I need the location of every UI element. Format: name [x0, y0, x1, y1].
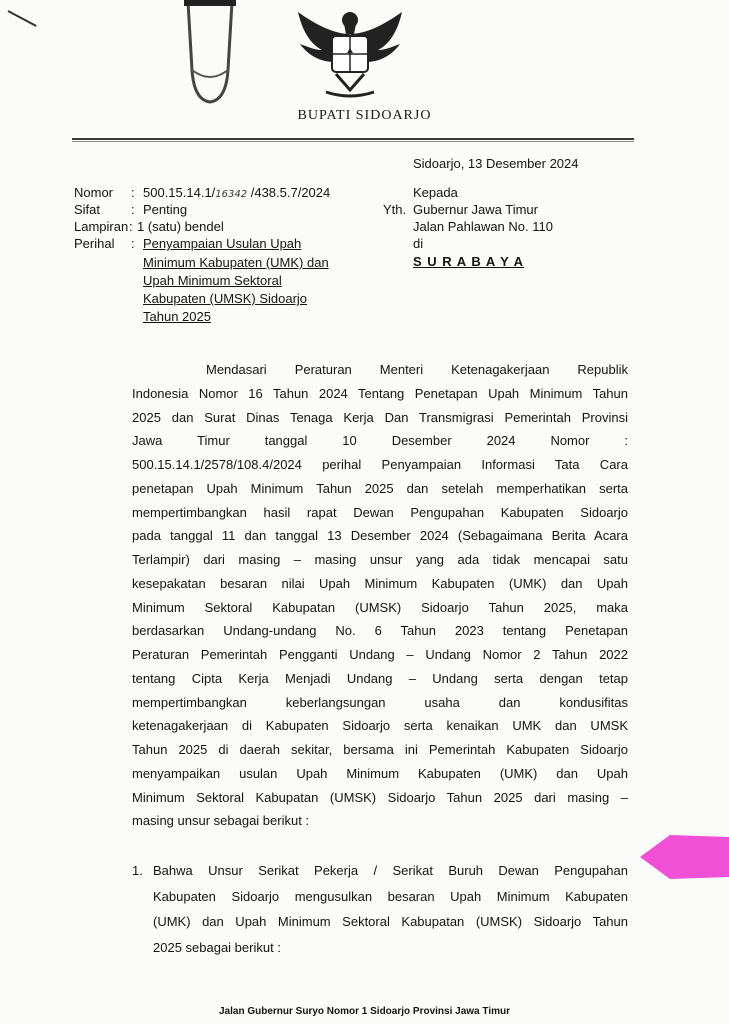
perihal-label: Perihal: [74, 236, 115, 251]
body-line: kesepakatan besaran nilai Upah Minimum Kabupaten (UMK) dan Upah: [132, 575, 628, 591]
sifat-value: Penting: [143, 202, 188, 217]
body-line: tentang Cipta Kerja Menjadi Undang – Undang serta dengan tetap: [132, 670, 628, 686]
body-line: Tahun 2025 di daerah sekitar, bersama ini Pemerintah Kabupaten Sidoarjo: [132, 742, 628, 757]
body-line: pada tanggal 11 dan tanggal 13 Desember 2024 (Sebagaimana Berita Acara: [132, 528, 628, 544]
list-line: Kabupaten Sidoarjo mengusulkan besaran Upah Minimum Kabupaten: [153, 888, 628, 904]
body-line: 500.15.14.1/2578/108.4/2024 perihal Penyampaian Informasi Tata Cara: [132, 457, 628, 472]
binder-clip-icon: [180, 0, 240, 108]
recipient-street: Jalan Pahlawan No. 110: [413, 219, 553, 234]
list-line: (UMK) dan Upah Minimum Sektoral Kabupatan (UMSK) Sidoarjo Tahun: [153, 914, 628, 929]
body-line: Jawa Timur tanggal 10 Desember 2024 Nomor :: [132, 433, 628, 449]
list-number: 1.: [132, 863, 143, 878]
body-line: ketenagakerjaan di Kabupaten Sidoarjo serta kenaikan UMK dan UMSK: [132, 718, 628, 734]
body-paragraph: [132, 358, 628, 833]
recipient-city: S U R A B A Y A: [413, 254, 525, 269]
list-line: Bahwa Unsur Serikat Pekerja / Serikat Buruh Dewan Pengupahan: [153, 863, 628, 878]
body-line: masing unsur sebagai berikut :: [132, 813, 310, 829]
lampiran-value: 1 (satu) bendel: [137, 219, 224, 234]
body-line: Terlampir) dari masing – masing unsur yang ada tidak mencapai satu: [132, 552, 628, 567]
body-line: 2025 dan Surat Dinas Tenaga Kerja Dan Transmigrasi Pemerintah Provinsi: [132, 409, 628, 425]
list-item: [153, 858, 628, 960]
pen-mark: [8, 10, 37, 27]
page-footer: Jalan Gubernur Suryo Nomor 1 Sidoarjo Provinsi Jawa Timur: [218, 1006, 510, 1017]
recipient-name: Gubernur Jawa Timur: [413, 202, 538, 217]
letterhead-title: BUPATI SIDOARJO: [297, 108, 432, 123]
lampiran-label: Lampiran: [74, 219, 129, 234]
perihal-line: Kabupaten (UMSK) Sidoarjo: [143, 291, 308, 306]
sifat-label: Sifat: [74, 202, 101, 217]
perihal-line: Minimum Kabupaten (UMK) dan: [143, 255, 329, 270]
body-line: Peraturan Pemerintah Pengganti Undang – Undang Nomor 2 Tahun 2022: [132, 647, 628, 662]
nomor-handwritten: 16342: [215, 189, 248, 200]
perihal-line: Penyampaian Usulan Upah: [143, 236, 302, 251]
body-line: Mendasari Peraturan Menteri Ketenagakerjaan Republik: [206, 362, 628, 377]
nomor-label: Nomor: [74, 185, 114, 200]
recipient-kepada: Kepada: [413, 185, 458, 200]
body-line: mempertimbangkan keberlangsungan usaha dan kondusifitas: [132, 694, 628, 710]
list-line: 2025 sebagai berikut :: [153, 939, 281, 955]
garuda-emblem-icon: [292, 4, 408, 104]
recipient-yth: Yth.: [383, 202, 407, 217]
perihal-line: Tahun 2025: [143, 309, 211, 324]
body-line: Minimum Sektoral Kabupatan (UMSK) Sidoarjo Tahun 2025 dari masing –: [132, 789, 628, 805]
body-line: Minimum Sektoral Kabupatan (UMSK) Sidoarjo Tahun 2025, maka: [132, 599, 628, 615]
body-line: penetapan Upah Minimum Tahun 2025 dan setelah memperhatikan serta: [132, 480, 628, 496]
recipient-di: di: [413, 236, 424, 251]
body-line: menyampaikan usulan Upah Minimum Kabupaten (UMK) dan Upah: [132, 765, 628, 781]
body-line: mempertimbangkan hasil rapat Dewan Pengupahan Kabupaten Sidoarjo: [132, 504, 628, 520]
nomor-value: 500.15.14.1/16342 /438.5.7/2024: [143, 185, 331, 200]
letterhead-rule: [72, 138, 634, 140]
sticky-tab-icon: [640, 835, 729, 879]
letterhead-rule-thin: [72, 141, 634, 142]
letter-date: Sidoarjo, 13 Desember 2024: [413, 156, 579, 171]
perihal-line: Upah Minimum Sektoral: [143, 273, 282, 288]
body-line: Indonesia Nomor 16 Tahun 2024 Tentang Penetapan Upah Minimum Tahun: [132, 385, 628, 401]
body-line: berdasarkan Undang-undang No. 6 Tahun 2023 tentang Penetapan: [132, 623, 628, 639]
